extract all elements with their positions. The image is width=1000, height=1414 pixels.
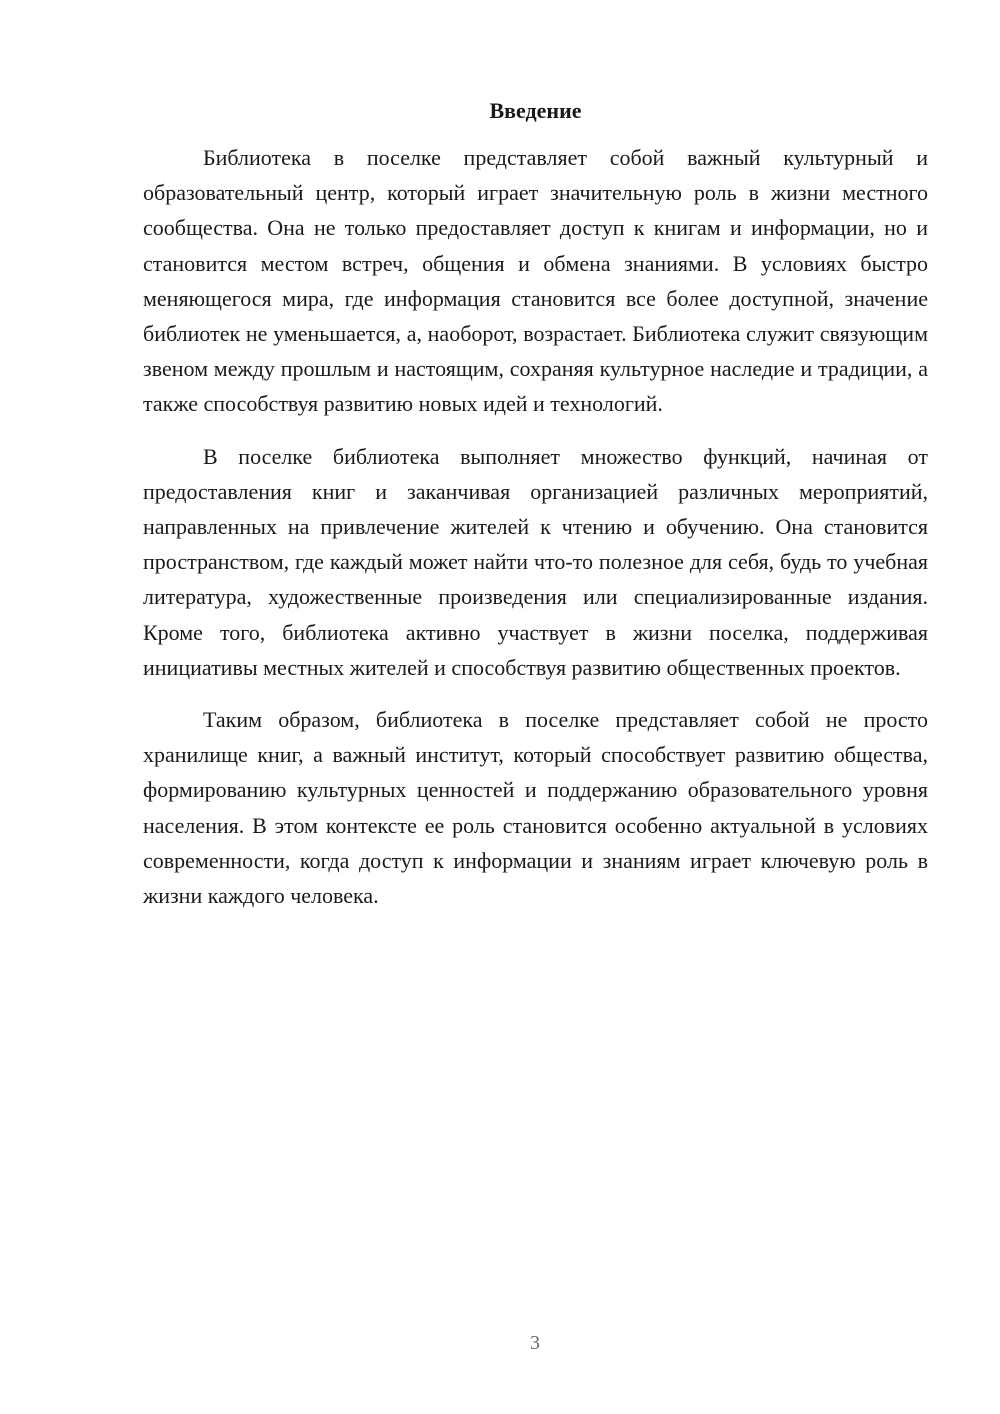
paragraph-1: Библиотека в поселке представляет собой важный культурный и образовательный центр, который играет значительную роль в жизни местного сообщества. Она не только предоставляет доступ к книгам и информации, но и становится местом встреч, общения и обмена знаниями. В условиях быстро меняющегося мира, где информация становится все более доступной, значение библиотек не уменьшается, а, наоборот, возрастает. Библиотека служит связующим звеном между прошлым и настоящим, сохраняя культурное наследие и традиции, а также способствуя развитию новых идей и технологий. [143, 145, 928, 417]
paragraph-2: В поселке библиотека выполняет множество функций, начиная от предоставления книг и заканчивая организацией различных мероприятий, направленных на привлечение жителей к чтению и обучению. Она становится пространством, где каждый может найти что-то полезное для себя, будь то учебная литература, художественные произведения или специализированные издания. Кроме того, библиотека активно участвует в жизни поселка, поддерживая инициативы местных жителей и способствуя развитию общественных проектов. [143, 443, 928, 680]
document-body [143, 96, 928, 930]
section-heading: Введение [489, 98, 582, 123]
paragraph-3: Таким образом, библиотека в поселке представляет собой не просто хранилище книг, а важный институт, который способствует развитию общества, формированию культурных ценностей и поддержанию образовательного уровня населения. В этом контексте ее роль становится особенно актуальной в условиях современности, когда доступ к информации и знаниям играет ключевую роль в жизни каждого человека. [143, 707, 928, 909]
page-number: 3 [530, 1332, 540, 1354]
